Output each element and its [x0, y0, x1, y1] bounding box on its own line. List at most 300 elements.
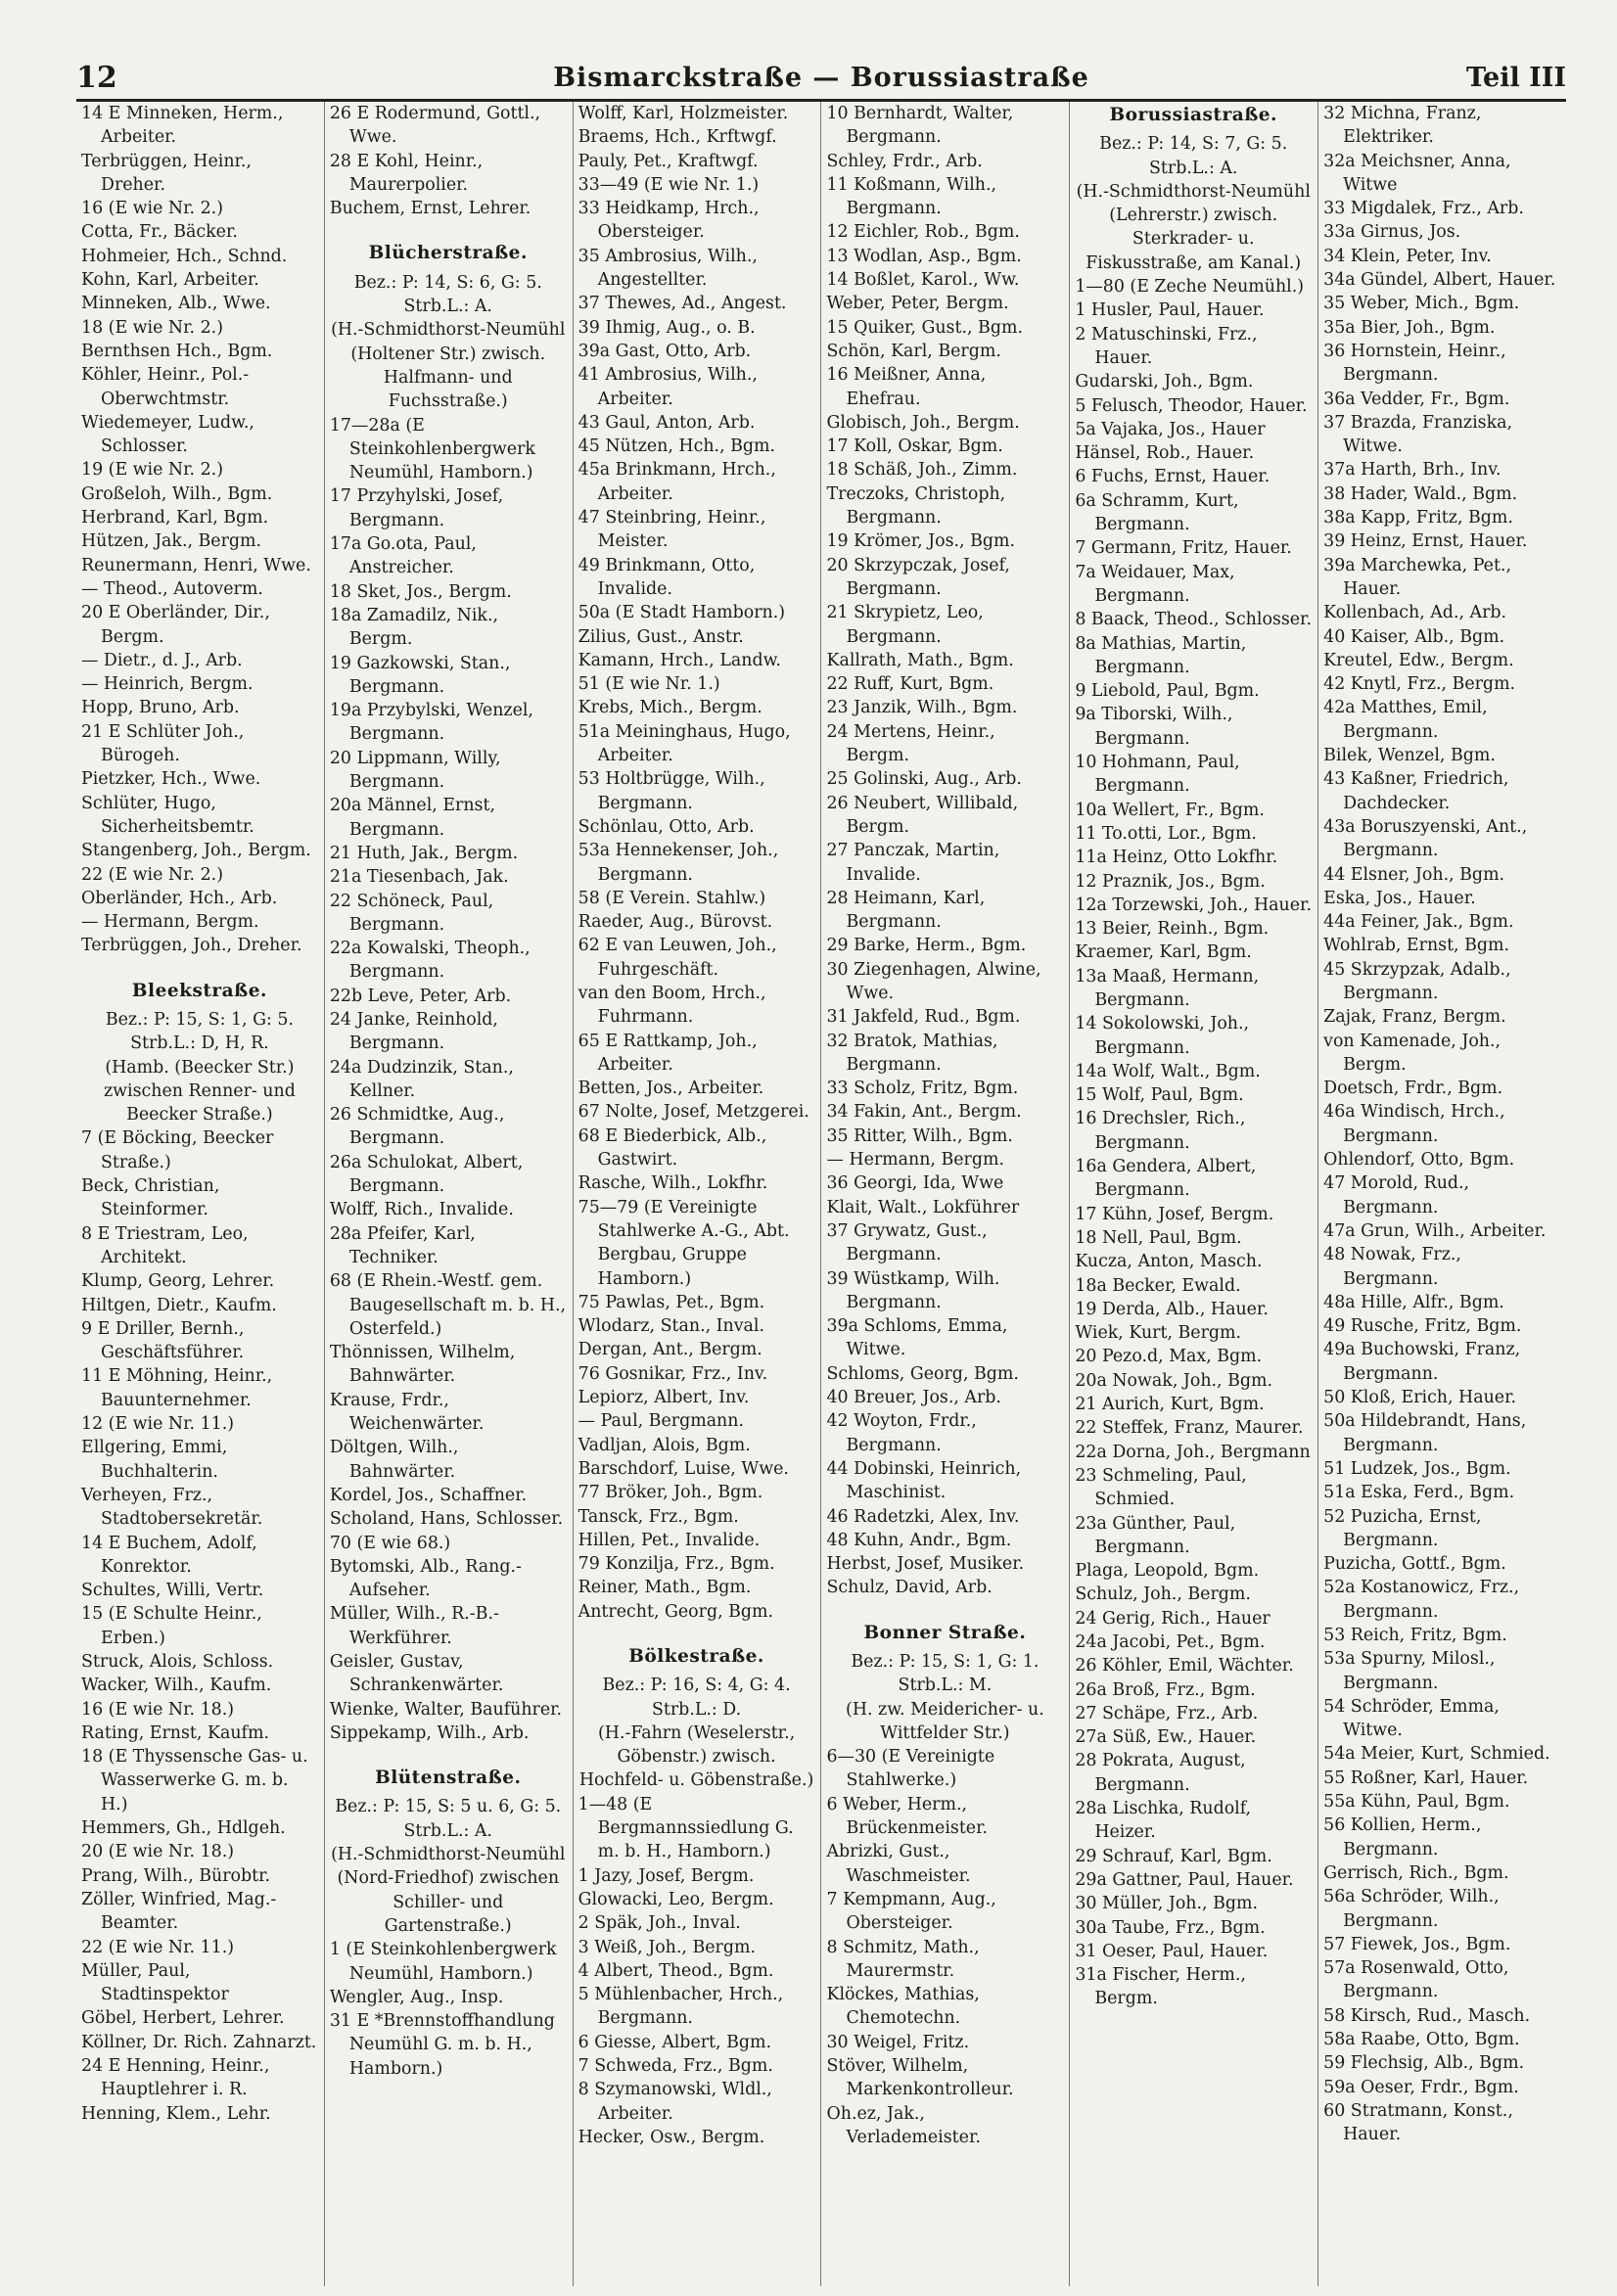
resident-entry: 30 Müller, Joh., Bgm.: [1075, 1894, 1259, 1914]
resident-entry: Köllner, Dr. Rich. Zahnarzt.: [81, 2032, 317, 2052]
resident-entry: 15 Quiker, Gust., Bgm.: [826, 317, 1023, 338]
resident-entry: 58 (E Verein. Stahlw.): [578, 888, 766, 908]
resident-entry: Wiedemeyer, Ludw., Schlosser.: [81, 412, 254, 457]
street-info: Bez.: P: 15, S: 1, G: 5.: [105, 1009, 294, 1030]
resident-entry: 10a Wellert, Fr., Bgm.: [1075, 800, 1265, 820]
resident-entry: 48 Nowak, Frz., Bergmann.: [1323, 1245, 1461, 1289]
resident-entry: 54a Meier, Kurt, Schmied.: [1323, 1744, 1550, 1765]
resident-entry: 16 Drechsler, Rich., Bergmann.: [1075, 1109, 1246, 1153]
resident-entry: Minneken, Alb., Wwe.: [81, 294, 271, 314]
resident-entry: 49a Buchowski, Franz, Bergmann.: [1323, 1340, 1521, 1384]
resident-entry: 56 Kollien, Herm., Bergmann.: [1323, 1815, 1482, 1860]
resident-entry: 52 Puzicha, Ernst, Bergmann.: [1323, 1506, 1482, 1550]
resident-entry: 42 Woyton, Frdr., Bergmann.: [826, 1411, 977, 1455]
resident-entry: Hützen, Jak., Bergm.: [81, 531, 262, 552]
resident-entry: 50a (E Stadt Hamborn.): [578, 603, 786, 623]
resident-entry: Schulz, Joh., Bergm.: [1075, 1584, 1251, 1605]
resident-entry: Sippekamp, Wilh., Arb.: [329, 1722, 530, 1743]
resident-entry: Geisler, Gustav, Schrankenwärter.: [329, 1652, 504, 1696]
resident-entry: 13a Maaß, Hermann, Bergmann.: [1075, 966, 1260, 1010]
resident-entry: — Dietr., d. J., Arb.: [81, 650, 243, 670]
resident-entry: Lepiorz, Albert, Inv.: [578, 1388, 750, 1408]
resident-entry: Braems, Hch., Krftwgf.: [578, 127, 777, 148]
resident-entry: Eska, Jos., Hauer.: [1323, 888, 1476, 908]
resident-entry: 53a Hennekenser, Joh., Bergmann.: [578, 841, 779, 885]
resident-entry: 44 Dobinski, Heinrich, Maschinist.: [826, 1458, 1022, 1503]
street-info: Bez.: P: 14, S: 7, G: 5.: [1099, 134, 1288, 155]
resident-entry: 51a Eska, Ferd., Bgm.: [1323, 1483, 1515, 1503]
resident-entry: 31 Oeser, Paul, Hauer.: [1075, 1941, 1269, 1961]
resident-entry: 33—49 (E wie Nr. 1.): [578, 174, 760, 195]
resident-entry: 51 (E wie Nr. 1.): [578, 674, 720, 695]
resident-entry: Raeder, Aug., Bürovst.: [578, 912, 773, 933]
resident-entry: Kamann, Hrch., Landw.: [578, 650, 781, 670]
resident-entry: 52a Kostanowicz, Frz., Bergmann.: [1323, 1578, 1520, 1622]
resident-entry: Klump, Georg, Lehrer.: [81, 1271, 275, 1292]
resident-entry: 20 Pezo.d, Max, Bgm.: [1075, 1347, 1263, 1367]
page-number: 12: [76, 61, 117, 95]
resident-entry: 39 Wüstkamp, Wilh. Bergmann.: [826, 1268, 1000, 1312]
resident-entry: Zilius, Gust., Anstr.: [578, 626, 744, 647]
resident-entry: 5a Vajaka, Jos., Hauer: [1075, 419, 1266, 439]
resident-entry: Ellgering, Emmi, Buchhalterin.: [81, 1438, 228, 1482]
street-info: Bez.: P: 14, S: 6, G: 5.: [353, 272, 542, 293]
street-info: Strb.L.: D.: [651, 1699, 742, 1720]
resident-entry: 16 (E wie Nr. 18.): [81, 1699, 235, 1720]
resident-entry: 14 E Minneken, Herm., Arbeiter.: [81, 104, 284, 148]
resident-entry: Puzicha, Gottf., Bgm.: [1323, 1554, 1506, 1575]
resident-entry: 6 Weber, Herm., Brückenmeister.: [826, 1794, 989, 1839]
resident-entry: 10 Hohmann, Paul, Bergmann.: [1075, 753, 1240, 797]
resident-entry: 33 Scholz, Fritz, Bgm.: [826, 1079, 1019, 1099]
resident-entry: 22 (E wie Nr. 2.): [81, 864, 223, 885]
resident-entry: 23 Schmeling, Paul, Schmied.: [1075, 1465, 1247, 1510]
resident-entry: 19 Gazkowski, Stan., Bergmann.: [329, 653, 511, 697]
street-info: Strb.L.: D, H, R.: [130, 1033, 269, 1054]
resident-entry: 8 E Triestram, Leo, Architekt.: [81, 1223, 249, 1267]
resident-entry: 36a Vedder, Fr., Bgm.: [1323, 389, 1510, 409]
resident-entry: 8a Mathias, Martin, Bergmann.: [1075, 633, 1247, 677]
resident-entry: 2 Späk, Joh., Inval.: [578, 1913, 741, 1934]
resident-entry: 24a Jacobi, Pet., Bgm.: [1075, 1632, 1266, 1652]
resident-entry: 58 Kirsch, Rud., Masch.: [1323, 2005, 1531, 2026]
resident-entry: 6—30 (E Vereinigte Stahlwerke.): [826, 1747, 995, 1791]
resident-entry: 38 Hader, Wald., Bgm.: [1323, 483, 1518, 504]
resident-entry: Schultes, Willi, Vertr.: [81, 1581, 264, 1601]
resident-entry: 34a Gündel, Albert, Hauer.: [1323, 270, 1556, 291]
resident-entry: 12 Praznik, Jos., Bgm.: [1075, 871, 1266, 892]
resident-entry: 2 Matuschinski, Frz., Hauer.: [1075, 324, 1258, 368]
resident-entry: 77 Bröker, Joh., Bgm.: [578, 1483, 763, 1503]
resident-entry: 20 (E wie Nr. 18.): [81, 1842, 235, 1862]
resident-entry: 49 Brinkmann, Otto, Invalide.: [578, 555, 756, 599]
resident-entry: 17 Przyhylski, Josef, Bergmann.: [329, 486, 504, 530]
resident-entry: 48 Kuhn, Andr., Bgm.: [826, 1530, 1012, 1550]
resident-entry: Hopp, Bruno, Arb.: [81, 698, 240, 718]
resident-entry: 34 Fakin, Ant., Bergm.: [826, 1102, 1022, 1123]
resident-entry: 17a Go.ota, Paul, Anstreicher.: [329, 534, 477, 578]
resident-entry: 26a Schulokat, Albert, Bergmann.: [329, 1152, 524, 1197]
resident-entry: Buchem, Ernst, Lehrer.: [329, 199, 531, 219]
resident-entry: 13 Wodlan, Asp., Bgm.: [826, 246, 1022, 266]
resident-entry: 28 E Kohl, Heinr., Maurerpolier.: [329, 151, 484, 195]
resident-entry: 57a Rosenwald, Otto, Bergmann.: [1323, 1958, 1509, 2002]
resident-entry: Wienke, Walter, Bauführer.: [329, 1699, 563, 1720]
resident-entry: 17 Kühn, Josef, Bergm.: [1075, 1204, 1274, 1224]
resident-entry: 32 Bratok, Mathias, Bergmann.: [826, 1031, 998, 1075]
resident-entry: 19a Przybylski, Wenzel, Bergmann.: [329, 701, 533, 745]
resident-entry: 23 Janzik, Wilh., Bgm.: [826, 698, 1018, 718]
resident-entry: 22 Steffek, Franz, Maurer.: [1075, 1418, 1304, 1439]
resident-entry: Oberländer, Hch., Arb.: [81, 888, 278, 908]
resident-entry: Kordel, Jos., Schaffner.: [329, 1485, 528, 1505]
resident-entry: 62 E van Leuwen, Joh., Fuhrgeschäft.: [578, 936, 777, 980]
resident-entry: Scholand, Hans, Schlosser.: [329, 1509, 564, 1530]
resident-entry: 6 Giesse, Albert, Bgm.: [578, 2032, 772, 2052]
resident-entry: 9 Liebold, Paul, Bgm.: [1075, 681, 1260, 702]
resident-entry: Tansck, Frz., Bgm.: [578, 1506, 739, 1527]
resident-entry: Hillen, Pet., Invalide.: [578, 1530, 761, 1550]
resident-entry: Hänsel, Rob., Hauer.: [1075, 443, 1255, 464]
resident-entry: 35 Ritter, Wilh., Bgm.: [826, 1125, 1013, 1146]
resident-entry: 7 Schweda, Frz., Bgm.: [578, 2056, 773, 2077]
resident-entry: 1 Jazy, Josef, Bergm.: [578, 1865, 755, 1886]
resident-entry: 36 Hornstein, Heinr., Bergmann.: [1323, 341, 1506, 386]
resident-entry: Abrizki, Gust., Waschmeister.: [826, 1842, 971, 1886]
resident-entry: 22 Ruff, Kurt, Bgm.: [826, 674, 994, 695]
resident-entry: Thönnissen, Wilhelm, Bahnwärter.: [329, 1343, 516, 1387]
resident-entry: Beck, Christian, Steinformer.: [81, 1176, 220, 1220]
resident-entry: 39 Ihmig, Aug., o. B.: [578, 317, 756, 338]
resident-entry: 14 Boßlet, Karol., Ww.: [826, 270, 1020, 291]
resident-entry: 45 Skrzypzak, Adalb., Bergmann.: [1323, 959, 1511, 1003]
resident-entry: Herbst, Josef, Musiker.: [826, 1554, 1025, 1575]
resident-entry: Doetsch, Frdr., Bgm.: [1323, 1079, 1503, 1099]
resident-entry: Hohmeier, Hch., Schnd.: [81, 246, 288, 266]
resident-entry: Oh.ez, Jak., Verlademeister.: [826, 2103, 981, 2147]
resident-entry: 7 (E Böcking, Beecker Straße.): [81, 1128, 274, 1172]
resident-entry: 59 Flechsig, Alb., Bgm.: [1323, 2053, 1525, 2074]
resident-entry: 18a Zamadilz, Nik., Bergm.: [329, 605, 499, 650]
resident-entry: 47 Steinbring, Heinr., Meister.: [578, 508, 766, 552]
resident-entry: Weber, Peter, Bergm.: [826, 294, 1009, 314]
resident-entry: Klöckes, Mathias, Chemotechn.: [826, 1985, 980, 2029]
resident-entry: 47 Morold, Rud., Bergmann.: [1323, 1173, 1470, 1217]
resident-entry: 43 Kaßner, Friedrich, Dachdecker.: [1323, 769, 1509, 813]
resident-entry: 20 E Oberländer, Dir., Bergm.: [81, 603, 270, 647]
resident-entry: Stangenberg, Joh., Bergm.: [81, 841, 311, 861]
resident-entry: 54 Schröder, Emma, Witwe.: [1323, 1696, 1500, 1741]
resident-entry: 30 Weigel, Fritz.: [826, 2032, 970, 2052]
resident-entry: 1—48 (E Bergmannssiedlung G. m. b. H., Hamborn.): [578, 1794, 794, 1862]
resident-entry: 1—80 (E Zeche Neumühl.): [1075, 277, 1305, 298]
resident-entry: 43 Gaul, Anton, Arb.: [578, 412, 756, 433]
street-heading: Borussiastraße.: [1109, 105, 1277, 125]
resident-entry: 28 Heimann, Karl, Bergmann.: [826, 888, 986, 933]
resident-entry: 70 (E wie 68.): [329, 1533, 451, 1553]
resident-entry: 30a Taube, Frz., Bgm.: [1075, 1917, 1266, 1938]
street-info: (H.-Schmidthorst-Neumühl (Lehrerstr.) zwisch. Sterkrader- u. Fiskusstraße, am Kanal.): [1076, 181, 1311, 273]
resident-entry: Dergan, Ant., Bergm.: [578, 1340, 762, 1360]
resident-entry: 19 Krömer, Jos., Bgm.: [826, 531, 1016, 552]
resident-entry: 31 E *Brennstoffhandlung Neumühl G. m. b. H., Hamborn.): [329, 2011, 555, 2079]
column-1: [76, 102, 325, 2286]
resident-entry: 60 Stratmann, Konst., Hauer.: [1323, 2100, 1513, 2145]
resident-entry: Zajak, Franz, Bergm.: [1323, 1007, 1506, 1028]
resident-entry: Kohn, Karl, Arbeiter.: [81, 270, 259, 291]
street-info: (H. zw. Meidericher- u. Wittfelder Str.): [846, 1699, 1044, 1743]
resident-entry: Schön, Karl, Bergm.: [826, 341, 1001, 361]
resident-entry: Schönlau, Otto, Arb.: [578, 816, 755, 837]
street-info: (H.-Schmidthorst-Neumühl (Nord-Friedhof) zwischen Schiller- und Gartenstraße.): [331, 1845, 566, 1936]
resident-entry: 59a Oeser, Frdr., Bgm.: [1323, 2077, 1519, 2097]
resident-entry: van den Boom, Hrch., Fuhrmann.: [578, 983, 766, 1028]
resident-entry: Barschdorf, Luise, Wwe.: [578, 1458, 789, 1479]
resident-entry: — Hermann, Bergm.: [826, 1150, 1005, 1171]
resident-entry: 31a Fischer, Herm., Bergm.: [1075, 1965, 1246, 2009]
resident-entry: 29a Gattner, Paul, Hauer.: [1075, 1869, 1294, 1890]
resident-entry: 41 Ambrosius, Wilh., Arbeiter.: [578, 365, 758, 409]
resident-entry: 21 Aurich, Kurt, Bgm.: [1075, 1395, 1265, 1415]
resident-entry: Kreutel, Edw., Bergm.: [1323, 650, 1514, 670]
resident-entry: 48a Hille, Alfr., Bgm.: [1323, 1292, 1504, 1312]
resident-entry: 16 (E wie Nr. 2.): [81, 199, 223, 219]
resident-entry: 28 Pokrata, August, Bergmann.: [1075, 1751, 1246, 1795]
resident-entry: Schlüter, Hugo, Sicherheitsbemtr.: [81, 793, 254, 837]
resident-entry: Schley, Frdr., Arb.: [826, 151, 983, 171]
resident-entry: 12 (E wie Nr. 11.): [81, 1414, 235, 1435]
resident-entry: 22 (E wie Nr. 11.): [81, 1937, 235, 1957]
resident-entry: Pauly, Pet., Kraftwgf.: [578, 151, 759, 171]
resident-entry: 68 E Biederbick, Alb., Gastwirt.: [578, 1125, 767, 1171]
resident-entry: Ohlendorf, Otto, Bgm.: [1323, 1150, 1515, 1171]
resident-entry: Rating, Ernst, Kaufm.: [81, 1722, 269, 1743]
street-info: (H.-Fahrn (Weselerstr., Göbenstr.) zwisch. Hochfeld- u. Göbenstraße.): [578, 1722, 814, 1791]
resident-entry: Cotta, Fr., Bäcker.: [81, 222, 238, 243]
resident-entry: 76 Gosnikar, Frz., Inv.: [578, 1363, 768, 1384]
resident-entry: Treczoks, Christoph, Bergmann.: [826, 483, 1006, 528]
resident-entry: 20 Skrzypczak, Josef, Bergmann.: [826, 555, 1010, 599]
street-info: Bez.: P: 16, S: 4, G: 4.: [602, 1676, 791, 1696]
resident-entry: Antrecht, Georg, Bgm.: [578, 1601, 774, 1622]
resident-entry: 39a Gast, Otto, Arb.: [578, 341, 752, 361]
resident-entry: 6a Schramm, Kurt, Bergmann.: [1075, 490, 1239, 535]
resident-entry: 27 Schäpe, Frz., Arb.: [1075, 1703, 1259, 1723]
resident-entry: 1 Husler, Paul, Hauer.: [1075, 300, 1265, 321]
resident-entry: 16 Meißner, Anna, Ehefrau.: [826, 365, 987, 409]
resident-entry: 51a Meininghaus, Hugo, Arbeiter.: [578, 721, 791, 766]
resident-entry: 75—79 (E Vereinigte Stahlwerke A.-G., Abt. Bergbau, Gruppe Hamborn.): [578, 1197, 790, 1289]
resident-entry: 35 Ambrosius, Wilh., Angestellter.: [578, 246, 758, 291]
resident-entry: 55 Roßner, Karl, Hauer.: [1323, 1768, 1529, 1788]
resident-entry: 46a Windisch, Hrch., Bergmann.: [1323, 1102, 1505, 1146]
resident-entry: 47a Grun, Wilh., Arbeiter.: [1323, 1220, 1547, 1241]
resident-entry: Struck, Alois, Schloss.: [81, 1652, 274, 1672]
resident-entry: 9a Tiborski, Wilh., Bergmann.: [1075, 705, 1233, 749]
resident-entry: Vadljan, Alois, Bgm.: [578, 1435, 751, 1455]
resident-entry: 39 Heinz, Ernst, Hauer.: [1323, 531, 1528, 552]
resident-entry: 10 Bernhardt, Walter, Bergmann.: [826, 104, 1014, 148]
resident-entry: 17—28a (E Steinkohlenbergwerk Neumühl, Hamborn.): [329, 415, 535, 483]
resident-entry: Betten, Jos., Arbeiter.: [578, 1079, 764, 1099]
resident-entry: 44 Elsner, Joh., Bgm.: [1323, 864, 1505, 885]
resident-entry: Krebs, Mich., Bergm.: [578, 698, 762, 718]
resident-entry: 7 Kempmann, Aug., Obersteiger.: [826, 1889, 996, 1934]
resident-entry: Hiltgen, Dietr., Kaufm.: [81, 1295, 277, 1315]
resident-entry: 20a Nowak, Joh., Bgm.: [1075, 1370, 1273, 1391]
resident-entry: 18 (E Thyssensche Gas- u. Wasserwerke G. m. b. H.): [81, 1747, 308, 1814]
resident-entry: 11a Heinz, Otto Lokfhr.: [1075, 848, 1278, 868]
column-5: [1070, 102, 1318, 2286]
resident-entry: 19 Derda, Alb., Hauer.: [1075, 1299, 1269, 1319]
resident-entry: 11 E Möhning, Heinr., Bauunternehmer.: [81, 1366, 273, 1410]
resident-entry: Müller, Wilh., R.-B.-Werkführer.: [329, 1604, 499, 1648]
resident-entry: Klait, Walt., Lokführer: [826, 1197, 1020, 1217]
resident-entry: 1 (E Steinkohlenbergwerk Neumühl, Hamborn.): [329, 1940, 557, 1984]
resident-entry: 20 Lippmann, Willy, Bergmann.: [329, 748, 501, 793]
resident-entry: 22b Leve, Peter, Arb.: [329, 986, 512, 1006]
street-heading: Blücherstraße.: [368, 243, 528, 264]
resident-entry: 12 Eichler, Rob., Bgm.: [826, 222, 1020, 243]
resident-entry: 18 Sket, Jos., Bergm.: [329, 581, 512, 602]
resident-entry: 32a Meichsner, Anna, Witwe: [1323, 151, 1511, 195]
resident-entry: 49 Rusche, Fritz, Bgm.: [1323, 1316, 1522, 1337]
street-info: Strb.L.: A.: [403, 1820, 492, 1841]
resident-entry: 11 To.otti, Lor., Bgm.: [1075, 823, 1257, 844]
resident-entry: 56a Schröder, Wilh., Bergmann.: [1323, 1887, 1500, 1931]
resident-entry: Rasche, Wilh., Lokfhr.: [578, 1173, 768, 1194]
resident-entry: 33 Heidkamp, Hrch., Obersteiger.: [578, 199, 760, 243]
resident-entry: 44a Feiner, Jak., Bgm.: [1323, 912, 1514, 933]
resident-entry: 5 Mühlenbacher, Hrch., Bergmann.: [578, 1985, 784, 2029]
resident-entry: 40 Breuer, Jos., Arb.: [826, 1388, 1001, 1408]
resident-entry: 8 Baack, Theod., Schlosser.: [1075, 610, 1312, 630]
resident-entry: Kallrath, Math., Bgm.: [826, 650, 1014, 670]
street-heading: Bonner Straße.: [863, 1622, 1027, 1643]
resident-entry: Kollenbach, Ad., Arb.: [1323, 603, 1507, 623]
resident-entry: 26 Schmidtke, Aug., Bergmann.: [329, 1105, 505, 1149]
resident-entry: 5 Felusch, Theodor, Hauer.: [1075, 395, 1308, 416]
resident-entry: Glowacki, Leo, Bergm.: [578, 1889, 774, 1909]
resident-entry: 50a Hildebrandt, Hans, Bergmann.: [1323, 1411, 1527, 1455]
resident-entry: Wacker, Wilh., Kaufm.: [81, 1676, 272, 1696]
resident-entry: Herbrand, Karl, Bgm.: [81, 508, 269, 528]
resident-entry: 15 Wolf, Paul, Bgm.: [1075, 1085, 1244, 1106]
resident-entry: Großeloh, Wilh., Bgm.: [81, 483, 273, 504]
resident-entry: 51 Ludzek, Jos., Bgm.: [1323, 1458, 1511, 1479]
resident-entry: 18 (E wie Nr. 2.): [81, 317, 223, 338]
resident-entry: 68 (E Rhein.-Westf. gem. Baugesellschaft m. b. H., Osterfeld.): [329, 1271, 567, 1339]
resident-entry: Verheyen, Frz., Stadtobersekretär.: [81, 1485, 263, 1530]
resident-entry: 57 Fiewek, Jos., Bgm.: [1323, 1934, 1511, 1954]
street-heading: Blütenstraße.: [375, 1768, 522, 1789]
resident-entry: 27a Süß, Ew., Hauer.: [1075, 1727, 1257, 1748]
resident-entry: 75 Pawlas, Pet., Bgm.: [578, 1292, 765, 1312]
resident-entry: 46 Radetzki, Alex, Inv.: [826, 1506, 1020, 1527]
resident-entry: 24 Mertens, Heinr., Bergm.: [826, 721, 995, 766]
resident-entry: — Theod., Autoverm.: [81, 578, 263, 599]
resident-entry: 6 Fuchs, Ernst, Hauer.: [1075, 467, 1270, 487]
resident-entry: 19 (E wie Nr. 2.): [81, 460, 223, 481]
resident-entry: Reunermann, Henri, Wwe.: [81, 555, 311, 575]
resident-entry: 22a Dorna, Joh., Bergmann: [1075, 1442, 1311, 1462]
resident-entry: Gudarski, Joh., Bgm.: [1075, 372, 1254, 392]
resident-entry: Terbrüggen, Joh., Dreher.: [81, 936, 302, 956]
resident-entry: 24a Dudzinzik, Stan., Kellner.: [329, 1057, 514, 1101]
street-info: Strb.L.: M.: [898, 1676, 993, 1696]
street-info: Strb.L.: A.: [1149, 158, 1238, 178]
resident-entry: Bytomski, Alb., Rang.-Aufseher.: [329, 1556, 522, 1601]
resident-entry: 14 Sokolowski, Joh., Bergmann.: [1075, 1014, 1250, 1058]
resident-entry: 28a Pfeifer, Karl, Techniker.: [329, 1223, 476, 1267]
resident-entry: 45 Nützen, Hch., Bgm.: [578, 436, 776, 457]
resident-entry: Kucza, Anton, Masch.: [1075, 1252, 1263, 1272]
resident-entry: 35 Weber, Mich., Bgm.: [1323, 294, 1520, 314]
page-header: [76, 51, 1566, 98]
resident-entry: Hemmers, Gh., Hdlgeh.: [81, 1818, 286, 1839]
street-info: (H.-Schmidthorst-Neumühl (Holtener Str.) zwisch. Halfmann- und Fuchsstraße.): [331, 320, 566, 412]
resident-entry: 21 Skrypietz, Leo, Bergmann.: [826, 603, 984, 647]
resident-entry: 24 E Henning, Heinr., Hauptlehrer i. R.: [81, 2056, 270, 2100]
resident-entry: 43a Boruszyenski, Ant., Bergmann.: [1323, 816, 1528, 861]
resident-entry: von Kamenade, Joh., Bergm.: [1323, 1031, 1502, 1075]
resident-entry: 37 Thewes, Ad., Angest.: [578, 294, 787, 314]
resident-entry: Reiner, Math., Bgm.: [578, 1578, 752, 1598]
resident-entry: Hecker, Osw., Bergm.: [578, 2127, 765, 2147]
resident-entry: 16a Gendera, Albert, Bergmann.: [1075, 1157, 1257, 1201]
resident-entry: 13 Beier, Reinh., Bgm.: [1075, 919, 1270, 940]
resident-entry: Müller, Paul, Stadtinspektor: [81, 1960, 229, 2005]
resident-entry: 8 Szymanowski, Wldl., Arbeiter.: [578, 2080, 772, 2124]
resident-entry: Gerrisch, Rich., Bgm.: [1323, 1862, 1509, 1883]
resident-entry: Stöver, Wilhelm, Markenkontrolleur.: [826, 2056, 1014, 2100]
resident-entry: Krause, Frdr., Weichenwärter.: [329, 1390, 485, 1435]
resident-entry: Henning, Klem., Lehr.: [81, 2103, 271, 2124]
resident-entry: 34 Klein, Peter, Inv.: [1323, 246, 1492, 266]
resident-entry: Wolff, Rich., Invalide.: [329, 1200, 514, 1220]
resident-entry: 30 Ziegenhagen, Alwine, Wwe.: [826, 959, 1041, 1003]
resident-entry: — Heinrich, Bergm.: [81, 674, 254, 695]
resident-entry: 22 Schöneck, Paul, Bergmann.: [329, 891, 494, 935]
resident-entry: 14 E Buchem, Adolf, Konrektor.: [81, 1533, 257, 1577]
resident-entry: 14a Wolf, Walt., Bgm.: [1075, 1061, 1261, 1081]
street-info: (Hamb. (Beecker Str.) zwischen Renner- und Beecker Straße.): [104, 1057, 296, 1125]
resident-entry: 37 Brazda, Franziska, Witwe.: [1323, 412, 1513, 457]
column-6: [1318, 102, 1566, 2286]
resident-entry: 38a Kapp, Fritz, Bgm.: [1323, 508, 1513, 528]
resident-entry: Terbrüggen, Heinr., Dreher.: [81, 151, 252, 195]
street-heading: Bölkestraße.: [628, 1646, 764, 1667]
resident-entry: 33a Girnus, Jos.: [1323, 222, 1461, 243]
resident-entry: — Hermann, Bergm.: [81, 912, 259, 933]
resident-entry: 4 Albert, Theod., Bgm.: [578, 1960, 774, 1981]
resident-entry: 35a Bier, Joh., Bgm.: [1323, 317, 1496, 338]
resident-entry: 21 Huth, Jak., Bergm.: [329, 843, 519, 863]
resident-entry: 37 Grywatz, Gust., Bergmann.: [826, 1220, 988, 1265]
resident-entry: 45a Brinkmann, Hrch., Arbeiter.: [578, 460, 776, 504]
resident-entry: 29 Schrauf, Karl, Bgm.: [1075, 1846, 1272, 1866]
resident-entry: 53 Reich, Fritz, Bgm.: [1323, 1626, 1507, 1645]
street-heading: Bleekstraße.: [131, 980, 267, 1001]
resident-entry: 9 E Driller, Bernh., Geschäftsführer.: [81, 1318, 245, 1363]
resident-entry: 36 Georgi, Ida, Wwe: [826, 1173, 1004, 1194]
resident-entry: Bilek, Wenzel, Bgm.: [1323, 746, 1496, 766]
resident-entry: 22a Kowalski, Theoph., Bergmann.: [329, 939, 531, 983]
resident-entry: Prang, Wilh., Bürobtr.: [81, 1865, 271, 1886]
resident-entry: Wlodarz, Stan., Inval.: [578, 1316, 765, 1337]
resident-entry: Wolff, Karl, Holzmeister.: [578, 104, 789, 123]
resident-entry: Zöller, Winfried, Mag.-Beamter.: [81, 1889, 277, 1934]
